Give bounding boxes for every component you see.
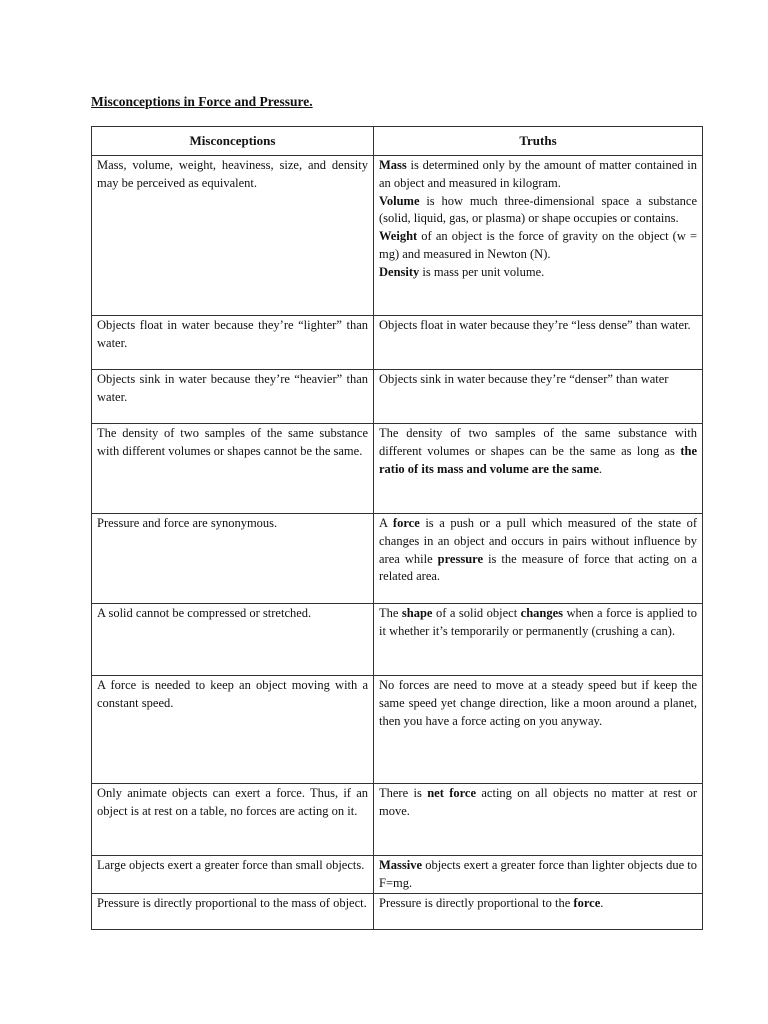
- misconception-cell: A solid cannot be compressed or stretched.: [92, 604, 374, 676]
- truth-paragraph: [379, 228, 697, 264]
- truth-text: is the measure of force that acting on a related area.: [379, 551, 698, 584]
- truth-text: There is: [379, 786, 428, 800]
- truth-text: is how much three-dimensional space a substance (solid, liquid, gas, or plasma) or shape occupies or contains.: [379, 193, 697, 226]
- misconception-cell: A force is needed to keep an object moving with a constant speed.: [92, 676, 374, 784]
- misconception-cell: The density of two samples of the same substance with different volumes or shapes cannot be the same.: [92, 424, 374, 514]
- misconception-cell: Only animate objects can exert a force. Thus, if an object is at rest on a table, no forces are acting on it.: [92, 784, 374, 856]
- truth-bold-term: force: [573, 895, 601, 910]
- truth-paragraph: [379, 895, 697, 913]
- truth-text: A: [379, 516, 393, 530]
- truth-text: Objects sink in water because they’re “denser” than water: [379, 372, 669, 386]
- misconception-cell: Large objects exert a greater force than small objects.: [92, 856, 374, 894]
- truth-text: acting on all objects no matter at rest or move.: [379, 786, 698, 818]
- misconception-cell: Pressure and force are synonymous.: [92, 514, 374, 604]
- table-row: [92, 893, 703, 929]
- truth-cell: [374, 514, 703, 604]
- truth-paragraph: [379, 317, 697, 335]
- truth-text: .: [598, 461, 603, 476]
- truth-text: is mass per unit volume.: [419, 264, 545, 279]
- document-title: Misconceptions in Force and Pressure.: [91, 94, 313, 109]
- truth-paragraph: [379, 857, 697, 893]
- table-row: [92, 514, 703, 604]
- truth-text: Pressure is directly proportional to the: [379, 895, 574, 910]
- truth-text: Objects float in water because they’re “less dense” than water.: [379, 318, 691, 332]
- truth-paragraph: [379, 371, 697, 389]
- table-row: [92, 856, 703, 894]
- misconception-cell: Pressure is directly proportional to the mass of object.: [92, 893, 374, 929]
- truth-text: of an object is the force of gravity on the object (w = mg) and measured in Newton (N).: [379, 229, 697, 261]
- truth-text: is determined only by the amount of matter contained in an object and measured in kilogram.: [379, 158, 697, 190]
- truth-text: when a force is applied to it whether it’s temporarily or permanently (crushing a can).: [379, 606, 697, 638]
- truth-paragraph: [379, 425, 697, 478]
- truth-bold-term: Mass: [379, 158, 407, 172]
- misconception-cell: Mass, volume, weight, heaviness, size, and density may be perceived as equivalent.: [92, 156, 374, 316]
- table-row: [92, 370, 703, 424]
- truth-cell: [374, 784, 703, 856]
- misconceptions-table: [91, 126, 703, 930]
- truth-bold-term: pressure: [437, 551, 484, 566]
- table-row: [92, 784, 703, 856]
- truth-bold-term: shape: [401, 606, 433, 620]
- header-misconceptions: Misconceptions: [92, 127, 374, 156]
- truth-cell: [374, 370, 703, 424]
- table-row: [92, 676, 703, 784]
- table-row: [92, 424, 703, 514]
- table-header-row: [92, 127, 703, 156]
- truth-bold-term: Massive: [379, 858, 423, 872]
- truth-paragraph: [379, 785, 697, 821]
- table-row: [92, 156, 703, 316]
- truth-cell: [374, 316, 703, 370]
- truth-paragraph: [379, 677, 697, 730]
- truth-text: is a push or a pull which measured of the state of changes in an object and occurs in pairs without influence by area while: [379, 516, 697, 566]
- truth-cell: [374, 676, 703, 784]
- truth-cell: [374, 156, 703, 316]
- truth-paragraph: [379, 515, 697, 586]
- truth-text: The: [379, 606, 402, 620]
- truth-text: The density of two samples of the same substance with different volumes or shapes can be the same as long as: [379, 426, 697, 458]
- truth-bold-term: the ratio of its mass and volume are the same: [379, 443, 697, 476]
- header-truths: Truths: [374, 127, 703, 156]
- truth-text: objects exert a greater force than lighter objects due to F=mg.: [379, 858, 697, 890]
- truth-bold-term: net force: [427, 786, 477, 800]
- truth-cell: [374, 424, 703, 514]
- truth-bold-term: Density: [379, 264, 420, 279]
- truth-text: No forces are need to move at a steady speed but if keep the same speed yet change direction, like a moon around a planet, then you have a force acting on you anyway.: [379, 678, 697, 728]
- truth-text: of a solid object: [432, 606, 521, 620]
- truth-paragraph: [379, 264, 697, 282]
- truth-cell: [374, 604, 703, 676]
- truth-bold-term: force: [392, 516, 420, 530]
- table-row: [92, 316, 703, 370]
- truth-cell: [374, 893, 703, 929]
- truth-bold-term: changes: [520, 606, 564, 620]
- misconception-cell: Objects float in water because they’re “lighter” than water.: [92, 316, 374, 370]
- truth-bold-term: Weight: [379, 229, 418, 244]
- truth-paragraph: [379, 157, 697, 193]
- table-row: [92, 604, 703, 676]
- truth-paragraph: [379, 605, 697, 641]
- truth-text: .: [600, 895, 604, 910]
- truth-cell: [374, 856, 703, 894]
- truth-bold-term: Volume: [379, 193, 420, 208]
- truth-paragraph: [379, 193, 697, 229]
- misconception-cell: Objects sink in water because they’re “heavier” than water.: [92, 370, 374, 424]
